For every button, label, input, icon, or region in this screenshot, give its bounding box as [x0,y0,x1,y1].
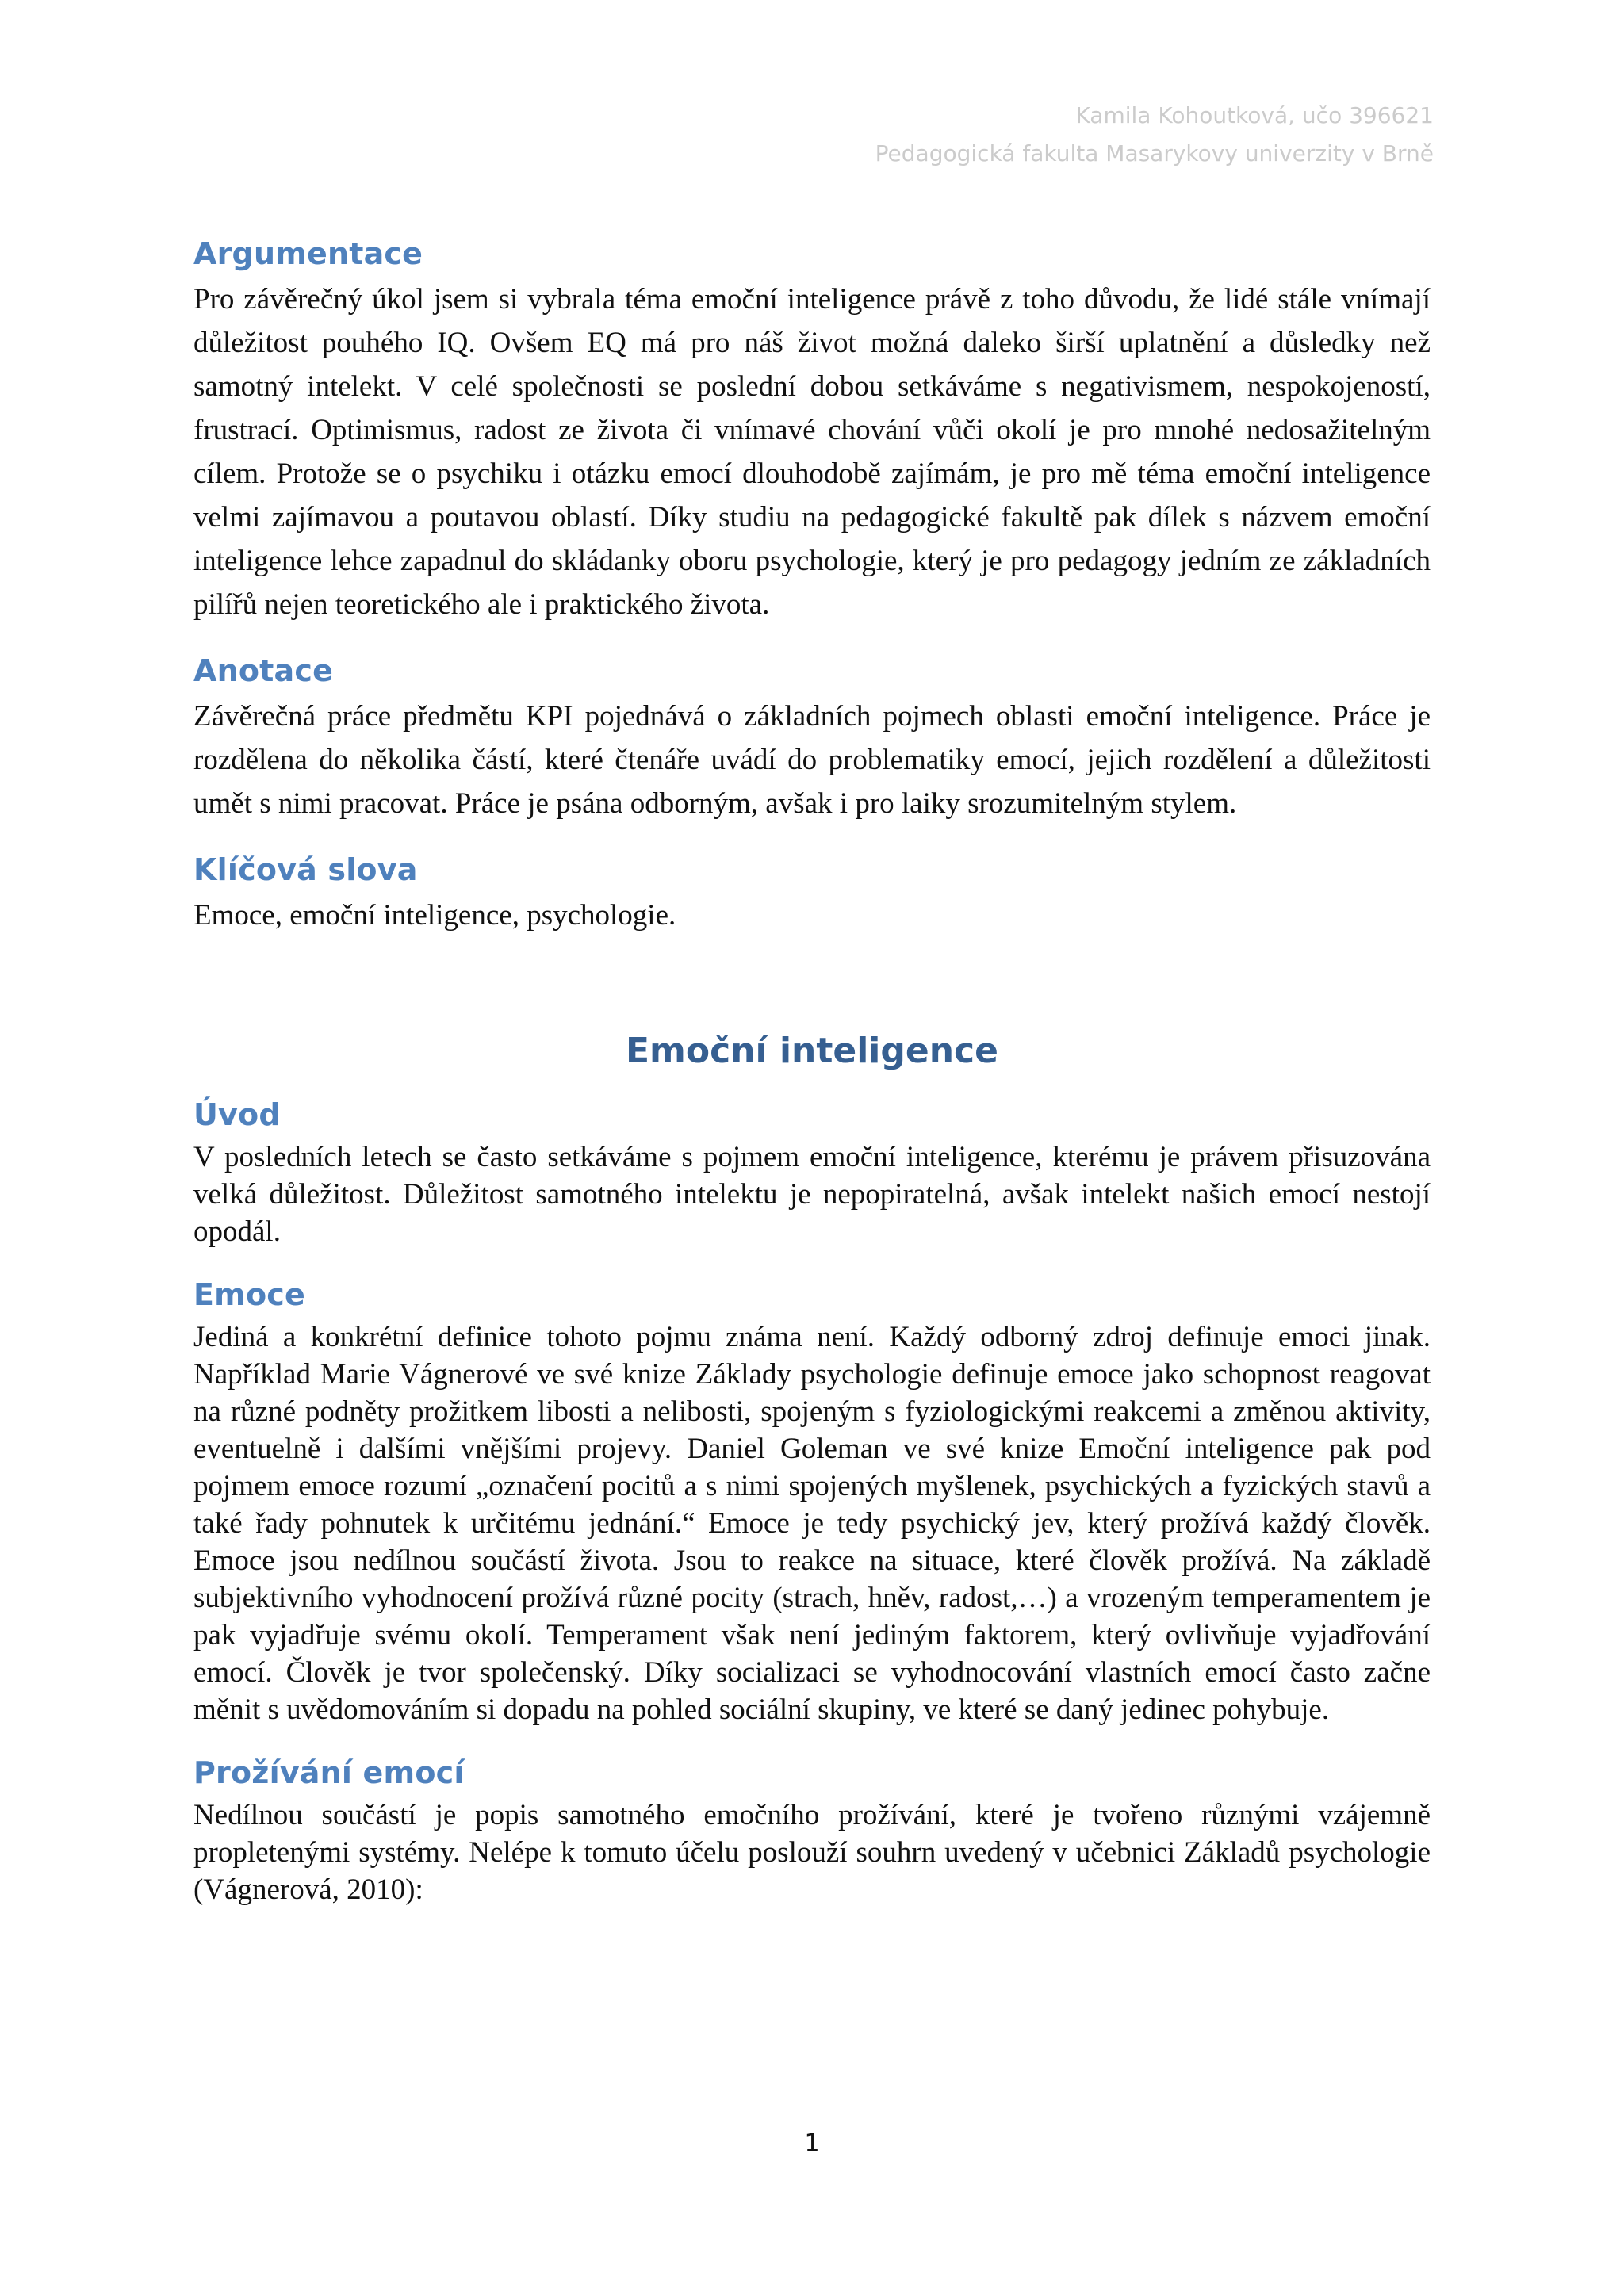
header-institution: Pedagogická fakulta Masarykovy univerzity v Brně [875,140,1434,166]
heading-prozivani-emoci: Prožívání emocí [193,1755,465,1790]
document-body [193,230,1431,1908]
paragraph-argumentace: Pro závěrečný úkol jsem si vybrala téma emoční inteligence právě z toho důvodu, že lidé stále vnímají důležitost pouhého IQ. Ovšem EQ má pro náš život možná daleko širší uplatnění a důsledky než samotný intelekt. V celé společnosti se poslední dobou setkáváme s negativismem, nespokojeností, frustrací. Optimismus, radost ze života či vnímavé chování vůči okolí je pro mnohé nedosažitelným cílem. Protože se o psychiku i otázku emocí dlouhodobě zajímám, je pro mě téma emoční inteligence velmi zajímavou a poutavou oblastí. Díky studiu na pedagogické fakultě pak dílek s názvem emoční inteligence lehce zapadnul do skládanky oboru psychologie, který je pro pedagogy jedním ze základních pilířů nejen teoretického ale i praktického života. [193,283,1431,621]
paragraph-anotace: Závěrečná práce předmětu KPI pojednává o základních pojmech oblasti emoční inteligence. Práce je rozdělena do několika částí, které čtenáře uvádí do problematiky emocí, jejich rozdělení a důležitosti umět s nimi pracovat. Práce je psána odborným, avšak i pro laiky srozumitelným stylem. [193,700,1431,820]
chapter-title: Emoční inteligence [626,1031,998,1071]
paragraph-emoce: Jediná a konkrétní definice tohoto pojmu známa není. Každý odborný zdroj definuje emoci jinak. Například Marie Vágnerové ve své knize Základy psychologie definuje emoce jako schopnost reagovat na různé podněty prožitkem libosti a nelibosti, spojeným s fyziologickými reakcemi a změnou aktivity, eventuelně i dalšími vnějšími projevy. Daniel Goleman ve své knize Emoční inteligence pak pod pojmem emoce rozumí „označení pocitů a s nimi spojených myšlenek, psychických a fyzických stavů a také řady pohnutek k určitému jednání.“ Emoce je tedy psychický jev, který prožívá každý člověk. Emoce jsou nedílnou součástí života. Jsou to reakce na situace, které člověk prožívá. Na základě subjektivního vyhodnocení prožívá různé pocity (strach, hněv, radost,…) a vrozeným temperamentem je pak vyjadřuje svému okolí. Temperament však není jediným faktorem, který ovlivňuje vyjadřování emocí. Člověk je tvor společenský. Díky socializaci se vyhodnocování vlastních emocí často začne měnit s uvědomováním si dopadu na pohled sociální skupiny, ve které se daný jedinec pohybuje. [193,1321,1431,1726]
paragraph-uvod: V posledních letech se často setkáváme s pojmem emoční inteligence, kterému je právem přisuzována velká důležitost. Důležitost samotného intelektu je nepopiratelná, avšak intelekt našich emocí nestojí opodál. [193,1141,1431,1248]
heading-argumentace: Argumentace [193,236,423,271]
heading-uvod: Úvod [193,1097,281,1132]
heading-emoce: Emoce [193,1277,305,1312]
heading-klicova-slova: Klíčová slova [193,852,418,887]
page-header [875,97,1434,173]
paragraph-klicova-slova: Emoce, emoční inteligence, psychologie. [193,899,676,932]
paragraph-prozivani-emoci: Nedílnou součástí je popis samotného emočního prožívání, které je tvořeno různými vzájemně propletenými systémy. Nelépe k tomuto účelu poslouží souhrn uvedený v učebnici Základů psychologie (Vágnerová, 2010): [193,1799,1431,1906]
header-author: Kamila Kohoutková, učo 396621 [1075,102,1434,128]
page-number: 1 [804,2130,820,2157]
heading-anotace: Anotace [193,653,334,688]
